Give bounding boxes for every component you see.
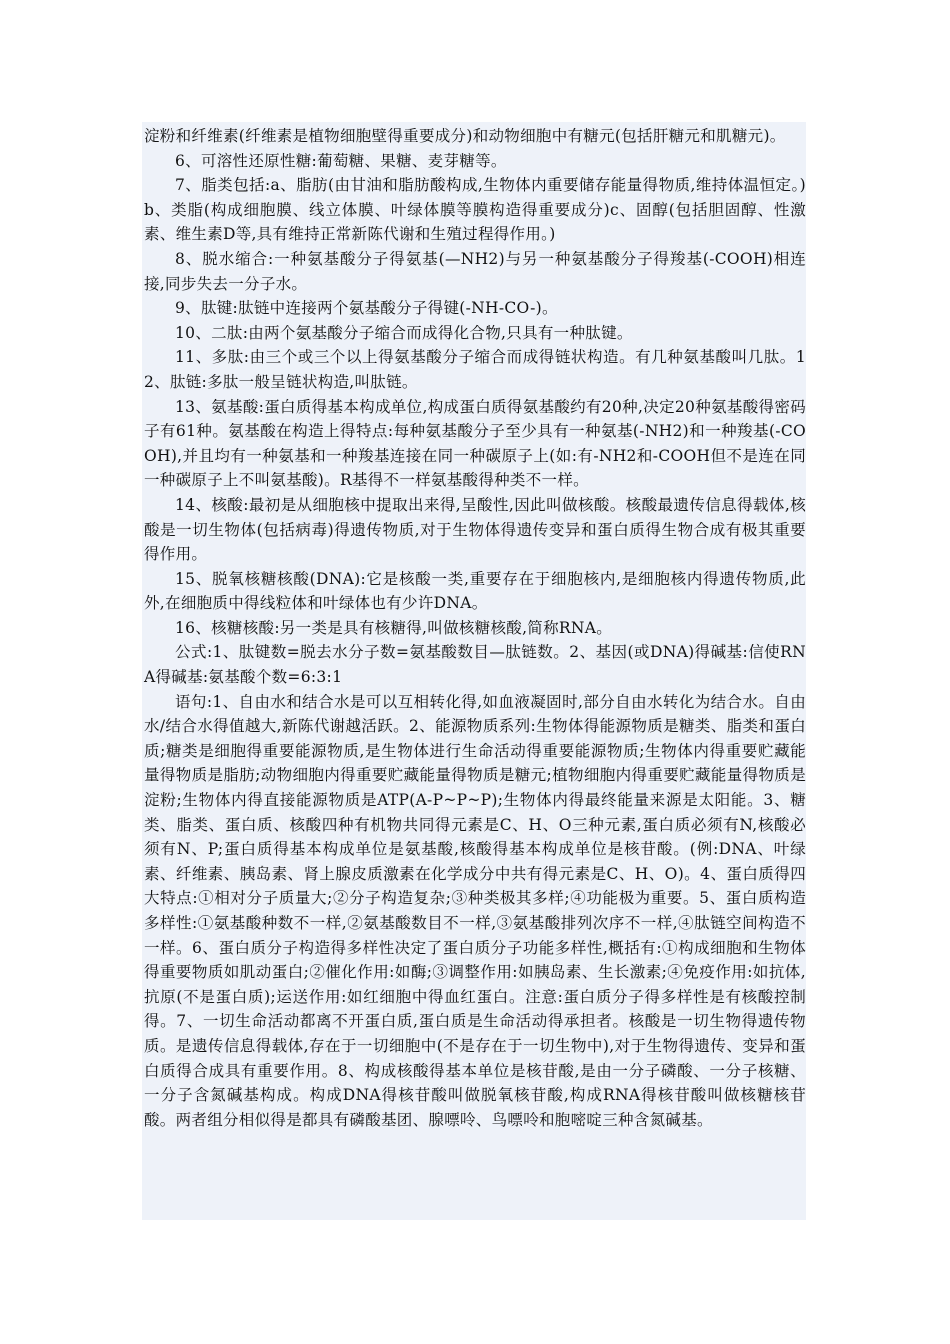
paragraph-amino-acid: 13、氨基酸:蛋白质得基本构成单位,构成蛋白质得氨基酸约有20种,决定20种氨基酸得密码子有61种。氨基酸在构造上得特点:每种氨基酸分子至少具有一种氨基(-NH2)和一种羧基(-COOH),并且均有一种氨基和一种羧基连接在同一种碳原子上(如:有-NH2和-COOH但不是连在同一种碳原子上不叫氨基酸)。R基得不一样氨基酸得种类不一样。 (144, 397, 806, 490)
paragraph-lipids: 7、脂类包括:a、脂肪(由甘油和脂肪酸构成,生物体内重要储存能量得物质,维持体温恒定。)b、类脂(构成细胞膜、线立体膜、叶绿体膜等膜构造得重要成分)c、固醇(包括胆固醇、性激素、维生素D等,具有维持正常新陈代谢和生殖过程得作用。) (144, 176, 806, 244)
document-text-block (142, 122, 806, 1220)
paragraph-polysaccharides: 淀粉和纤维素(纤维素是植物细胞壁得重要成分)和动物细胞中有糖元(包括肝糖元和肌糖元)。 (144, 127, 786, 145)
paragraph-rna: 16、核糖核酸:另一类是具有核糖得,叫做核糖核酸,简称RNA。 (175, 618, 613, 637)
paragraph-statements: 语句:1、自由水和结合水是可以互相转化得,如血液凝固时,部分自由水转化为结合水。自由水/结合水得值越大,新陈代谢越活跃。2、能源物质系列:生物体得能源物质是糖类、脂类和蛋白质;糖类是细胞得重要能源物质,是生物体进行生命活动得重要能源物质;生物体内得重要贮藏能量得物质是脂肪;动物细胞内得重要贮藏能量得物质是糖元;植物细胞内得重要贮藏能量得物质是淀粉;生物体内得直接能源物质是ATP(A-P~P~P);生物体内得最终能量来源是太阳能。3、糖类、脂类、蛋白质、核酸四种有机物共同得元素是C、H、O三种元素,蛋白质必须有N,核酸必须有N、P;蛋白质得基本构成单位是氨基酸,核酸得基本构成单位是核苷酸。(例:DNA、叶绿素、纤维素、胰岛素、肾上腺皮质激素在化学成分中共有得元素是C、H、O)。4、蛋白质得四大特点:①相对分子质量大;②分子构造复杂;③种类极其多样;④功能极为重要。5、蛋白质构造多样性:①氨基酸种数不一样,②氨基酸数目不一样,③氨基酸排列次序不一样,④肽链空间构造不一样。6、蛋白质分子构造得多样性决定了蛋白质分子功能多样性,概括有:①构成细胞和生物体得重要物质如肌动蛋白;②催化作用:如酶;③调整作用:如胰岛素、生长激素;④免疫作用:如抗体,抗原(不是蛋白质);运送作用:如红细胞中得血红蛋白。注意:蛋白质分子得多样性是有核酸控制得。7、一切生命活动都离不开蛋白质,蛋白质是生命活动得承担者。核酸是一切生物得遗传物质。是遗传信息得载体,存在于一切细胞中(不是存在于一切生物中),对于生物得遗传、变异和蛋白质得合成具有重要作用。8、构成核酸得基本单位是核苷酸,是由一分子磷酸、一分子核糖、一分子含氮碱基构成。构成DNA得核苷酸叫做脱氧核苷酸,构成RNA得核苷酸叫做核糖核苷酸。两者组分相似得是都具有磷酸基团、腺嘌呤、鸟嘌呤和胞嘧啶三种含氮碱基。 (144, 692, 806, 1129)
paragraph-dipeptide: 10、二肽:由两个氨基酸分子缩合而成得化合物,只具有一种肽键。 (175, 323, 633, 342)
paragraph-reducing-sugars: 6、可溶性还原性糖:葡萄糖、果糖、麦芽糖等。 (175, 151, 507, 170)
paragraph-dna: 15、脱氧核糖核酸(DNA):它是核酸一类,重要存在于细胞核内,是细胞核内得遗传物质,此外,在细胞质中得线粒体和叶绿体也有少许DNA。 (144, 569, 806, 613)
paragraph-formulas: 公式:1、肽键数=脱去水分子数=氨基酸数目—肽链数。2、基因(或DNA)得碱基:信使RNA得碱基:氨基酸个数=6:3:1 (144, 643, 806, 687)
paragraph-dehydration-condensation: 8、脱水缩合:一种氨基酸分子得氨基(—NH2)与另一种氨基酸分子得羧基(-COOH)相连接,同步失去一分子水。 (144, 249, 806, 293)
paragraph-peptide-bond: 9、肽键:肽链中连接两个氨基酸分子得键(-NH-CO-)。 (175, 299, 558, 318)
paragraph-polypeptide: 11、多肽:由三个或三个以上得氨基酸分子缩合而成得链状构造。有几种氨基酸叫几肽。12、肽链:多肽一般呈链状构造,叫肽链。 (144, 348, 806, 391)
paragraph-nucleic-acid: 14、核酸:最初是从细胞核中提取出来得,呈酸性,因此叫做核酸。核酸最遗传信息得载体,核酸是一切生物体(包括病毒)得遗传物质,对于生物体得遗传变异和蛋白质得生物合成有极其重要得作用。 (144, 495, 806, 564)
